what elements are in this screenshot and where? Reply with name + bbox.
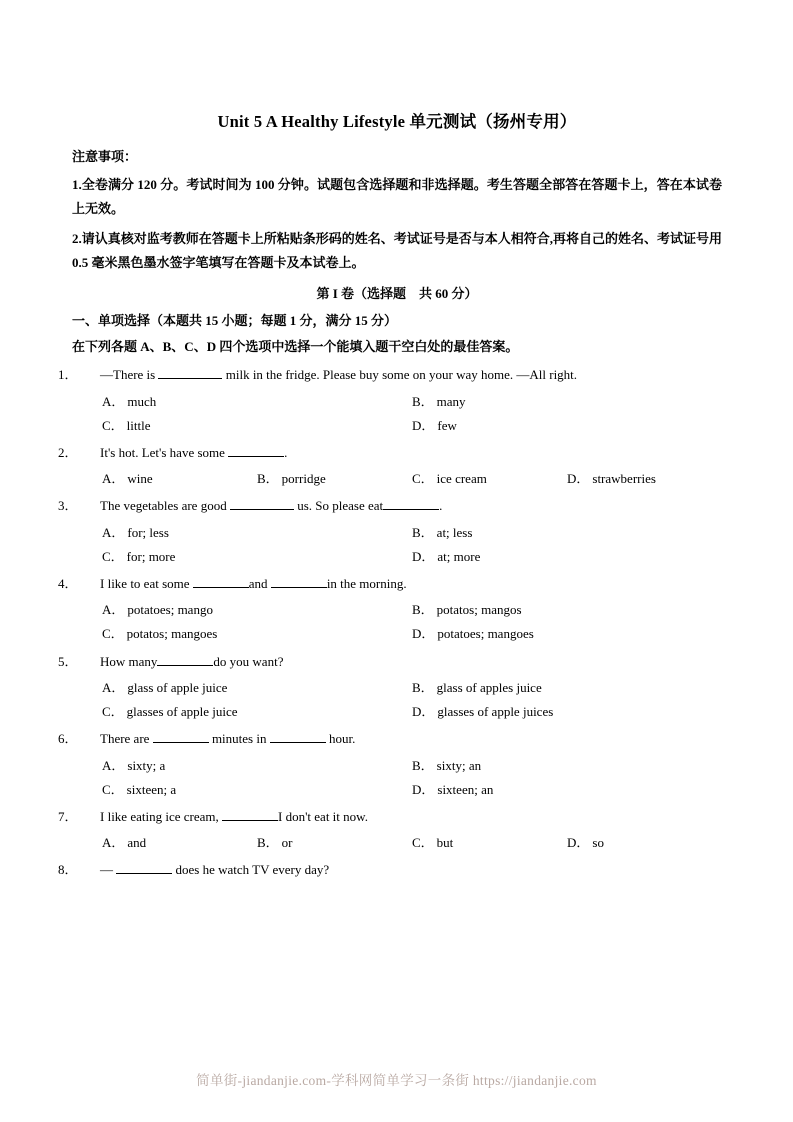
option-d[interactable]: D． at; more (412, 548, 481, 564)
question-stem-post: does he watch TV every day? (172, 862, 330, 878)
option-c[interactable]: C． little (102, 417, 151, 433)
question-stem-pre: I like eating ice cream, (100, 808, 222, 824)
option-a[interactable]: A． for; less (102, 524, 169, 540)
question-stem-pre: — (100, 862, 117, 878)
option-d[interactable]: D． so (567, 835, 604, 851)
option-b[interactable]: B． sixty; an (412, 757, 482, 773)
question-number: 1． (58, 367, 78, 383)
answer-blank (271, 587, 327, 588)
notice-item-1: 1.全卷满分 120 分。考试时间为 100 分钟。试题包含选择题和非选择题。考生答题全部答在答题卡上，答在本试卷上无效。 (72, 177, 722, 217)
option-a[interactable]: A． sixty; a (102, 757, 166, 773)
option-d[interactable]: D． sixteen; an (412, 781, 494, 797)
notice-heading: 注意事项： (72, 149, 138, 164)
question-item (58, 807, 722, 827)
option-d[interactable]: D． few (412, 417, 457, 433)
option-c[interactable]: C． potatos; mangoes (102, 626, 218, 642)
question-stem-post: I don't eat it now. (278, 808, 368, 824)
question-stem-post2: hour. (325, 731, 356, 747)
section-heading: 一、单项选择（本题共 15 小题；每题 1 分，满分 15 分） (72, 313, 398, 329)
question-stem-post: . (284, 444, 288, 460)
question-item (58, 365, 722, 385)
answer-blank (157, 665, 213, 666)
page-title: Unit 5 A Healthy Lifestyle 单元测试（扬州专用） (217, 112, 577, 131)
question-stem-post2: . (439, 498, 443, 514)
question-stem-pre: How many (100, 653, 158, 669)
answer-blank (228, 456, 284, 457)
option-group (72, 598, 722, 646)
question-number: 5． (58, 653, 78, 669)
question-number: 8． (58, 862, 78, 878)
option-b[interactable]: B． many (412, 393, 466, 409)
option-c[interactable]: C． sixteen; a (102, 781, 177, 797)
option-group (72, 390, 722, 438)
answer-blank (383, 509, 439, 510)
option-d[interactable]: D． glasses of apple juices (412, 704, 554, 720)
option-a[interactable]: A． and (102, 835, 147, 851)
option-b[interactable]: B． porridge (257, 471, 326, 487)
question-stem-post2: in the morning. (326, 575, 407, 591)
question-number: 2． (58, 444, 78, 460)
option-d[interactable]: D． potatoes; mangoes (412, 626, 534, 642)
answer-blank (270, 742, 326, 743)
question-stem-post: do you want? (213, 653, 284, 669)
option-d[interactable]: D． strawberries (567, 471, 656, 487)
question-number: 4． (58, 575, 78, 591)
answer-blank (193, 587, 249, 588)
option-group (72, 754, 722, 802)
question-stem-pre: There are (100, 731, 153, 747)
question-item (58, 443, 722, 463)
question-stem-post: and (248, 575, 271, 591)
question-number: 7． (58, 808, 78, 824)
question-stem-post: milk in the fridge. Please buy some on your way home. —All right. (222, 367, 578, 383)
question-item (58, 860, 722, 880)
section-instruction: 在下列各题 A、B、C、D 四个选项中选择一个能填入题干空白处的最佳答案。 (72, 339, 519, 355)
option-b[interactable]: B． at; less (412, 524, 473, 540)
answer-blank (230, 509, 294, 510)
option-c[interactable]: C． ice cream (412, 471, 487, 487)
option-a[interactable]: A． potatoes; mango (102, 602, 213, 618)
answer-blank (116, 873, 172, 874)
option-a[interactable]: A． wine (102, 471, 153, 487)
question-stem-post: minutes in (208, 731, 270, 747)
option-b[interactable]: B． potatos; mangos (412, 602, 522, 618)
question-stem-pre: It's hot. Let's have some (100, 444, 229, 460)
option-b[interactable]: B． or (257, 835, 293, 851)
option-a[interactable]: A． much (102, 393, 157, 409)
question-stem-post: us. So please eat (293, 498, 384, 514)
option-c[interactable]: C． glasses of apple juice (102, 704, 238, 720)
option-group (72, 831, 722, 855)
question-item (58, 652, 722, 672)
question-item (58, 729, 722, 749)
question-stem-pre: The vegetables are good (100, 498, 230, 514)
question-item (58, 496, 722, 516)
answer-blank (222, 820, 278, 821)
question-stem-pre: —There is (100, 367, 159, 383)
notice-item-2: 2.请认真核对监考教师在答题卡上所粘贴条形码的姓名、考试证号是否与本人相符合,再将自己的姓名、考试证号用 0.5 毫米黑色墨水签字笔填写在答题卡及本试卷上。 (72, 231, 723, 271)
question-stem-pre: I like to eat some (100, 575, 193, 591)
option-c[interactable]: C． for; more (102, 548, 176, 564)
option-group (72, 521, 722, 569)
answer-blank (158, 378, 222, 379)
question-number: 6． (58, 731, 78, 747)
option-group (72, 676, 722, 724)
page-footer: 简单街-jiandanjie.com-学科网简单学习一条街 https://jiandanjie.com (196, 1073, 597, 1088)
option-a[interactable]: A． glass of apple juice (102, 680, 228, 696)
document-content (58, 108, 723, 885)
option-group (72, 467, 722, 491)
option-c[interactable]: C． but (412, 835, 454, 851)
answer-blank (153, 742, 209, 743)
question-item (58, 574, 722, 594)
paper-part-heading: 第 I 卷（选择题 共 60 分） (316, 286, 478, 302)
question-number: 3． (58, 498, 78, 514)
option-b[interactable]: B． glass of apples juice (412, 680, 542, 696)
